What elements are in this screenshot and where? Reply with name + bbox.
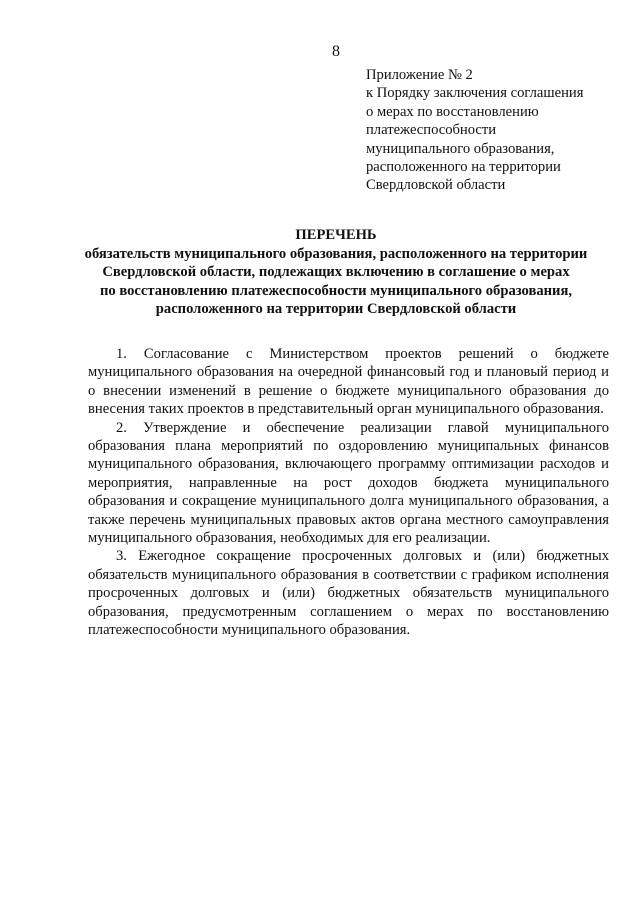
page-number: 8: [332, 43, 340, 60]
title-heading: ПЕРЕЧЕНЬ: [295, 227, 377, 243]
title-line: по восстановлению платежеспособности муниципального образования,: [100, 282, 572, 299]
appendix-line: о мерах по восстановлению: [366, 103, 539, 120]
list-item: 3. Ежегодное сокращение просроченных долговых и (или) бюджетных обязательств муниципального образования в соответствии с графиком исполнения просроченных долговых и (или) бюджетных обязательств муниципального образования, предусмотренным соглашением о мерах по восстановлению платежеспособности муниципального образования.: [88, 548, 609, 639]
appendix-line: Свердловской области: [366, 177, 506, 194]
appendix-line: муниципального образования,: [366, 140, 555, 157]
obligations-list: [88, 345, 609, 640]
document-title: [60, 226, 612, 319]
appendix-line: расположенного на территории: [366, 159, 561, 176]
list-item: 2. Утверждение и обеспечение реализации главой муниципального образования плана мероприятий по оздоровлению муниципальных финансов муниципального образования, включающего программу оптимизации расходов и мероприятия, направленные на рост доходов бюджета муниципального образования и сокращение муниципального долга муниципального образования, а также перечень муниципальных правовых актов органа местного самоуправления муниципального образования, необходимых для его реализации.: [88, 419, 609, 547]
list-item: 1. Согласование с Министерством проектов решений о бюджете муниципального образования на очередной финансовый год и плановый период и о внесении изменений в решение о бюджете муниципального образования до внесения таких проектов в представительный орган муниципального образования.: [88, 346, 609, 418]
appendix-line: к Порядку заключения соглашения: [366, 85, 584, 102]
appendix-line: платежеспособности: [366, 122, 497, 139]
title-line: расположенного на территории Свердловской области: [155, 301, 517, 318]
appendix-line: Приложение № 2: [366, 67, 473, 83]
title-line: обязательств муниципального образования, расположенного на территории: [84, 245, 588, 262]
title-line: Свердловской области, подлежащих включению в соглашение о мерах: [102, 264, 570, 281]
appendix-note: [366, 66, 626, 195]
